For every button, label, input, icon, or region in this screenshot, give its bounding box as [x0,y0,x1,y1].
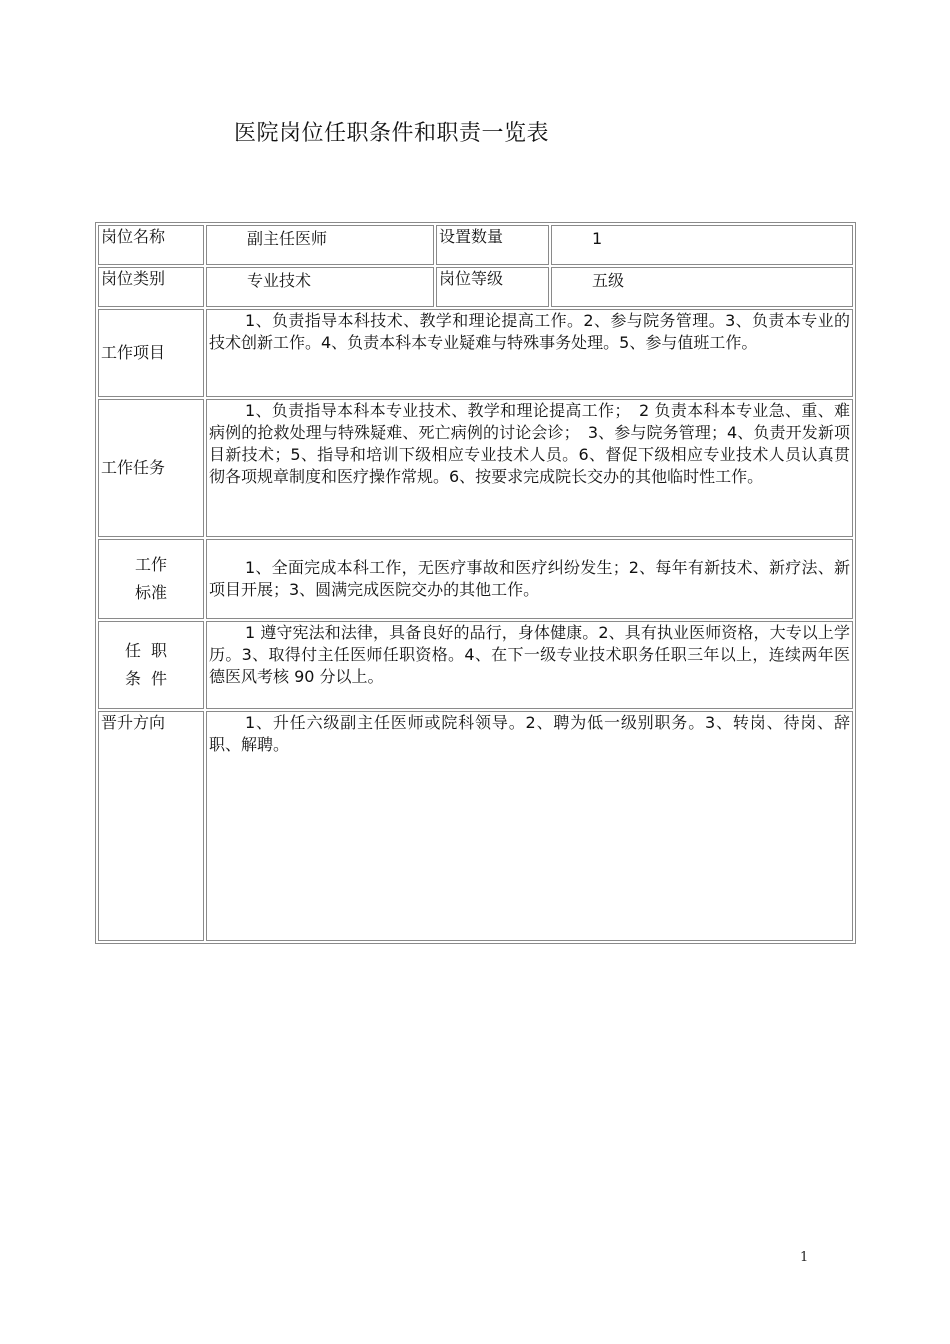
position-category-value: 专业技术 [206,267,434,307]
page-number: 1 [800,1250,809,1265]
position-grade-value: 五级 [551,267,853,307]
headcount-label: 设置数量 [436,225,549,265]
work-items-cell [206,309,853,397]
work-standard-label-line2: 标准 [134,583,167,602]
position-name-label: 岗位名称 [98,225,204,265]
requirements-label-line2: 条件 [124,669,177,688]
table-row-promotion [98,711,853,941]
work-standard-label [98,539,204,619]
table-row-work-items [98,309,853,397]
requirements-label [98,621,204,709]
table-row-work-tasks [98,399,853,537]
position-grade-label: 岗位等级 [436,267,549,307]
promotion-cell [206,711,853,941]
position-name-value: 副主任医师 [206,225,434,265]
headcount-value: 1 [551,225,853,265]
work-standard-label-line1: 工作 [134,555,167,574]
requirements-text: 1 遵守宪法和法律，具备良好的品行，身体健康。2、具有执业医师资格，大专以上学历。3、取得付主任医师任职资格。4、在下一级专业技术职务任职三年以上，连续两年医德医风考核 90 分以上。 [209,623,850,686]
table-row-requirements [98,621,853,709]
promotion-text: 1、升任六级副主任医师或院科领导。2、聘为低一级别职务。3、转岗、待岗、辞职、解聘。 [209,713,850,754]
work-standard-cell [206,539,853,619]
requirements-label-line1: 任职 [124,641,177,660]
work-tasks-label: 工作任务 [98,399,204,537]
work-items-text: 1、负责指导本科技术、教学和理论提高工作。2、参与院务管理。3、负责本专业的技术创新工作。4、负责本科本专业疑难与特殊事务处理。5、参与值班工作。 [209,311,850,352]
table-row-work-standard [98,539,853,619]
position-category-label: 岗位类别 [98,267,204,307]
table-row-position-name [98,225,853,265]
table-row-position-category [98,267,853,307]
promotion-label: 晋升方向 [98,711,204,941]
job-description-table [95,222,856,944]
work-standard-text: 1、全面完成本科工作，无医疗事故和医疗纠纷发生；2、每年有新技术、新疗法、新项目开展；3、圆满完成医院交办的其他工作。 [209,558,850,599]
requirements-cell [206,621,853,709]
work-tasks-text: 1、负责指导本科本专业技术、教学和理论提高工作； 2 负责本科本专业急、重、难病例的抢救处理与特殊疑难、死亡病例的讨论会诊； 3、参与院务管理；4、负责开发新项目新技术；5、指导和培训下级相应专业技术人员。6、督促下级相应专业技术人员认真贯彻各项规章制度和医疗操作常规。6、按要求完成院长交办的其他临时性工作。 [209,401,850,486]
work-items-label: 工作项目 [98,309,204,397]
page-title: 医院岗位任职条件和职责一览表 [234,121,550,146]
work-tasks-cell [206,399,853,537]
